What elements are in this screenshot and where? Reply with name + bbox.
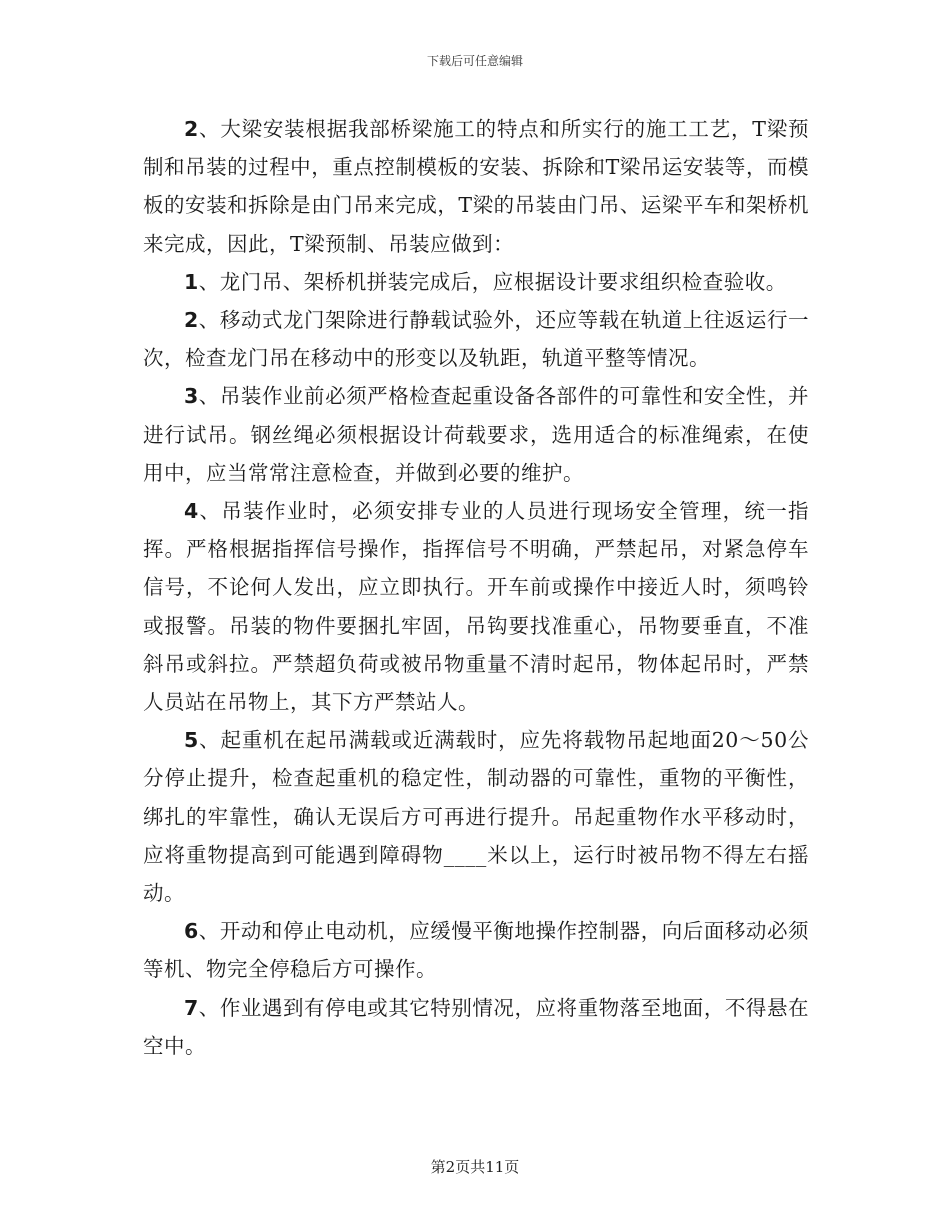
document-body (143, 110, 809, 1065)
paragraph-text: 、大梁安装根据我部桥梁施工的特点和所实行的施工工艺，T梁预制和吊装的过程中，重点控制模板的安装、拆除和T梁吊运安装等，而模板的安装和拆除是由门吊来完成，T梁的吊装由门吊、运梁平车和架桥机来完成，因此，T梁预制、吊装应做到： (143, 117, 809, 256)
paragraph-text: 、起重机在起吊满载或近满载时，应先将载物吊起地面20～50公分停止提升，检查起重机的稳定性，制动器的可靠性，重物的平衡性，绑扎的牢靠性，确认无误后方可再进行提升。吊起重物作水平移动时，应将重物提高到可能遇到障碍物____米以上，运行时被吊物不得左右摇动。 (143, 728, 809, 906)
paragraph-item-3 (143, 377, 809, 492)
paragraph-number: 2 (184, 308, 199, 333)
page-header: 下载后可任意编辑 (426, 54, 523, 68)
paragraph-number: 5 (184, 728, 199, 753)
paragraph-text: 、吊装作业时，必须安排专业的人员进行现场安全管理，统一指挥。严格根据指挥信号操作，指挥信号不明确，严禁起吊，对紧急停车信号，不论何人发出，应立即执行。开车前或操作中接近人时，须鸣铃或报警。吊装的物件要捆扎牢固，吊钩要找准重心，吊物要垂直，不准斜吊或斜拉。严禁超负荷或被吊物重量不清时起吊，物体起吊时，严禁人员站在吊物上，其下方严禁站人。 (143, 499, 809, 715)
paragraph-text: 、龙门吊、架桥机拼装完成后，应根据设计要求组织检查验收。 (198, 269, 787, 294)
paragraph-item-5 (143, 721, 809, 912)
paragraph-2-beam-installation (143, 110, 809, 263)
paragraph-number: 2 (184, 117, 199, 141)
paragraph-number: 1 (184, 269, 199, 294)
paragraph-number: 3 (184, 384, 199, 409)
paragraph-item-4 (143, 492, 809, 721)
page-number: 第2页共11页 (430, 1158, 520, 1176)
paragraph-text: 、移动式龙门架除进行静载试验外，还应等载在轨道上往返运行一次，检查龙门吊在移动中的形变以及轨距，轨道平整等情况。 (143, 308, 809, 371)
paragraph-number: 7 (184, 995, 199, 1020)
paragraph-item-7 (143, 989, 809, 1065)
paragraph-text: 、开动和停止电动机，应缓慢平衡地操作控制器，向后面移动必须等机、物完全停稳后方可操作。 (143, 919, 809, 982)
paragraph-text: 、吊装作业前必须严格检查起重设备各部件的可靠性和安全性，并进行试吊。钢丝绳必须根据设计荷载要求，选用适合的标准绳索，在使用中，应当常常注意检查，并做到必要的维护。 (143, 384, 809, 485)
paragraph-item-1 (143, 263, 809, 301)
paragraph-number: 4 (184, 499, 199, 524)
paragraph-item-2 (143, 301, 809, 377)
paragraph-text: 、作业遇到有停电或其它特别情况，应将重物落至地面，不得悬在空中。 (143, 995, 809, 1058)
paragraph-number: 6 (184, 919, 199, 944)
paragraph-item-6 (143, 912, 809, 988)
